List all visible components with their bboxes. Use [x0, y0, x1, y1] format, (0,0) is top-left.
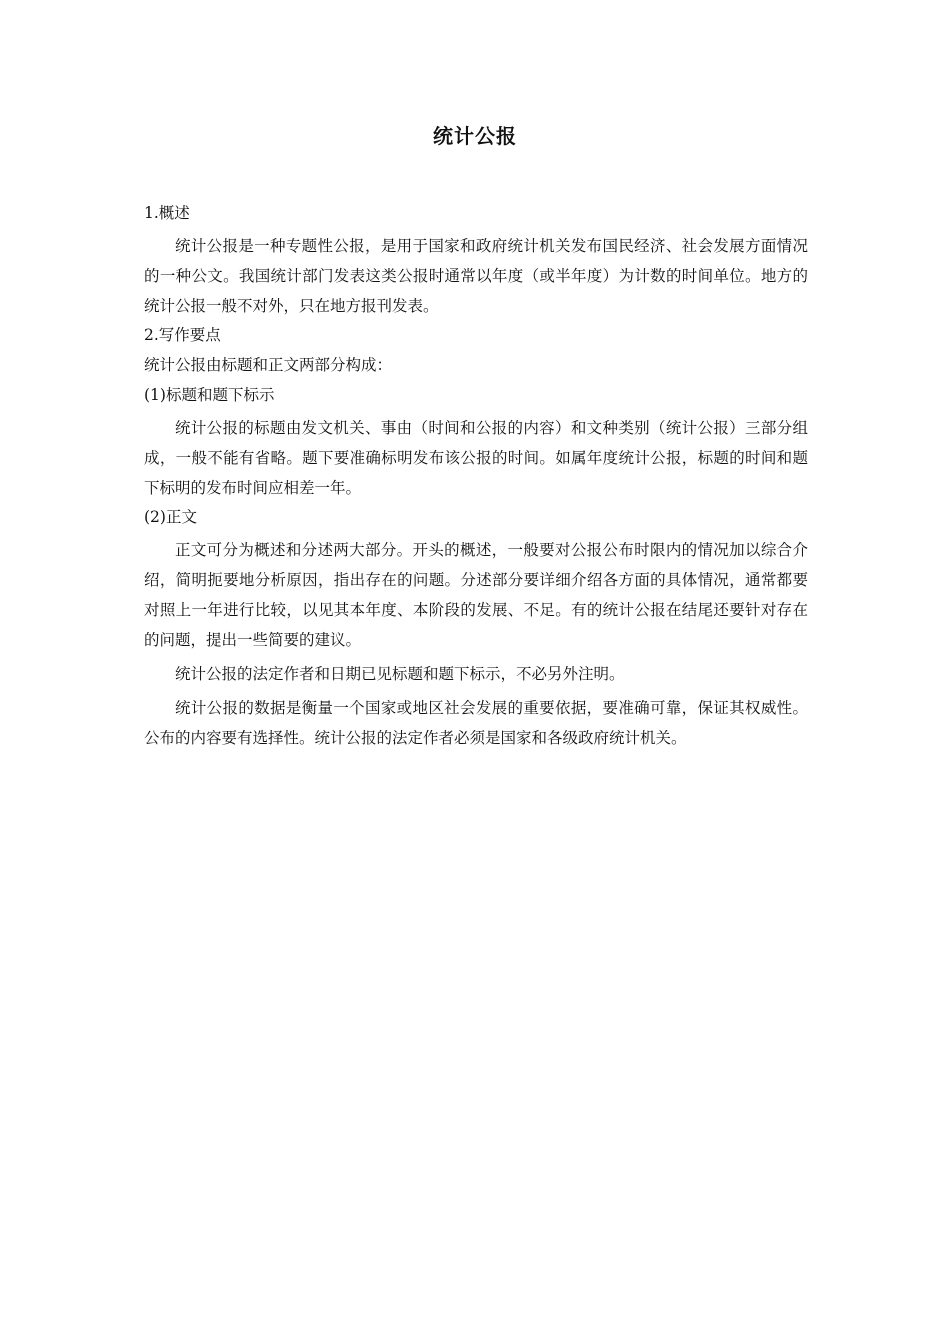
subheading-body-text: (2)正文	[144, 508, 197, 526]
document-body	[144, 199, 808, 753]
paragraph-composition: 统计公报由标题和正文两部分构成：	[144, 356, 393, 374]
paragraph-author-date: 统计公报的法定作者和日期已见标题和题下标示，不必另外注明。	[175, 665, 625, 683]
section-heading-overview: 1.概述	[144, 204, 190, 222]
paragraph-body-structure: 正文可分为概述和分述两大部分。开头的概述，一般要对公报公布时限内的情况加以综合介绍，简明扼要地分析原因，指出存在的问题。分述部分要详细介绍各方面的具体情况，通常都要对照上一年进行比较，以见其本年度、本阶段的发展、不足。有的统计公报在结尾还要针对存在的问题，提出一些简要的建议。	[144, 541, 808, 649]
subheading-title-and-marking: (1)标题和题下标示	[144, 386, 275, 404]
section-heading-writing-points: 2.写作要点	[144, 326, 221, 344]
paragraph-data-accuracy: 统计公报的数据是衡量一个国家或地区社会发展的重要依据，要准确可靠，保证其权威性。公布的内容要有选择性。统计公报的法定作者必须是国家和各级政府统计机关。	[144, 699, 808, 747]
paragraph-title-rules: 统计公报的标题由发文机关、事由（时间和公报的内容）和文种类别（统计公报）三部分组成，一般不能有省略。题下要准确标明发布该公报的时间。如属年度统计公报，标题的时间和题下标明的发布时间应相差一年。	[144, 419, 808, 497]
page-title: 统计公报	[433, 124, 517, 148]
paragraph-overview: 统计公报是一种专题性公报，是用于国家和政府统计机关发布国民经济、社会发展方面情况的一种公文。我国统计部门发表这类公报时通常以年度（或半年度）为计数的时间单位。地方的统计公报一般不对外，只在地方报刊发表。	[144, 237, 808, 315]
